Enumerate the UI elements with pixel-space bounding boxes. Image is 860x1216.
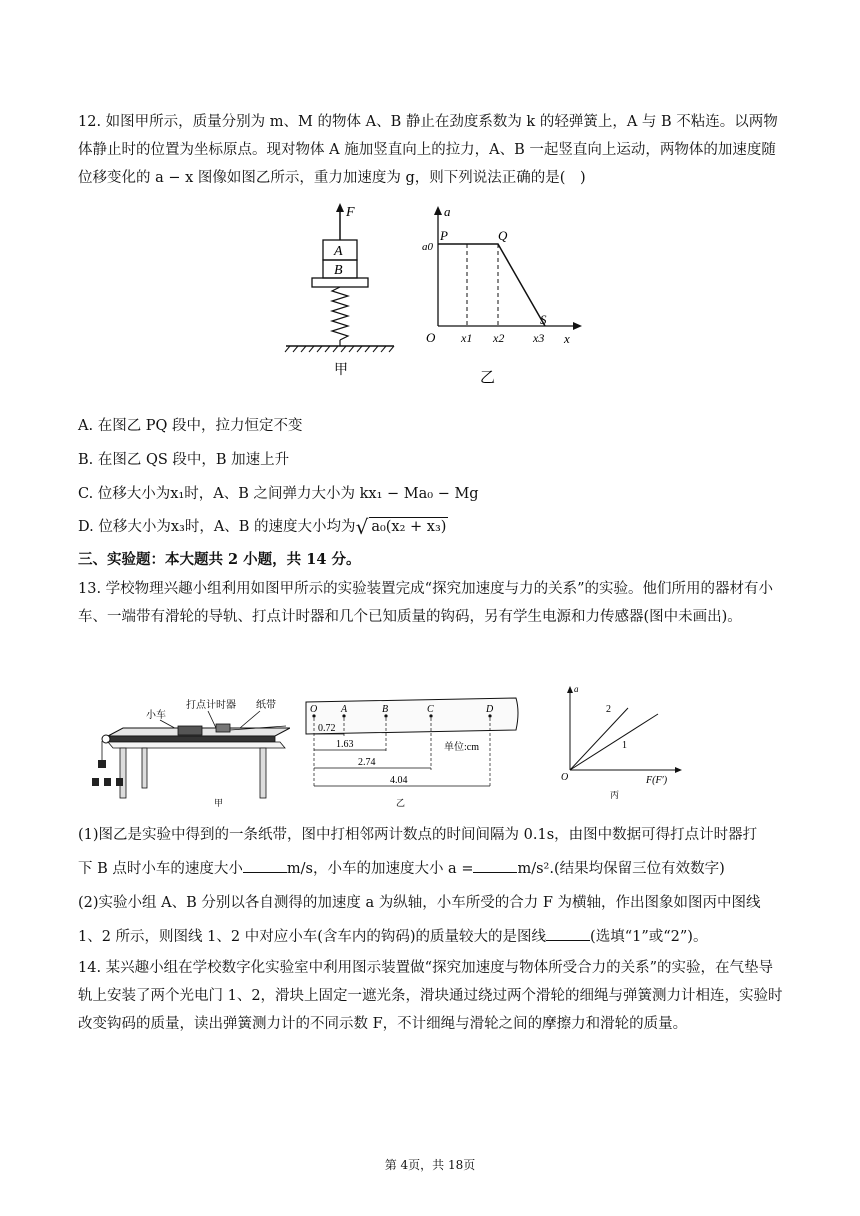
label-a0: a0 <box>422 241 433 253</box>
label-x2: x2 <box>493 331 505 345</box>
table <box>108 742 285 748</box>
q13-figure-bing <box>558 682 688 812</box>
label-x3: x3 <box>533 331 545 345</box>
q12-figure-jia <box>280 200 400 380</box>
unit-label: 单位:cm <box>444 742 479 753</box>
q13-part1-text-c: m/s².(结果均保留三位有效数字) <box>517 861 725 877</box>
label-line-1: 1 <box>622 740 627 751</box>
timer <box>216 724 230 732</box>
q14-stem: 14. 某兴趣小组在学校数字化实验室中利用图示装置做“探究加速度与物体所受合力的关系”的实验，在气垫导轨上安装了两个光电门 1、2，滑块上固定一遮光条，滑块通过绕过两个滑轮的细绳与弹簧测力计相连，实验时改变钩码的质量，读出弹簧测力计的不同示数 F，不计细绳与滑轮之间的摩擦力和滑轮的质量。 <box>78 960 783 1032</box>
q13-part1-text-b: m/s，小车的加速度大小 a = <box>286 861 474 877</box>
label-F: F <box>346 205 355 220</box>
label-C: C <box>427 704 434 715</box>
q13-figure-yi <box>298 690 523 815</box>
label-O: O <box>561 772 569 783</box>
answer-blank-acceleration[interactable] <box>473 858 517 873</box>
q13-part2-line2 <box>78 926 707 948</box>
page-footer: 第 4页，共 18页 <box>384 1158 476 1172</box>
answer-blank-line[interactable] <box>546 926 590 941</box>
caption-jia: 甲 <box>214 798 224 808</box>
label-a: a <box>574 684 579 694</box>
caption-bing: 丙 <box>610 790 620 800</box>
dist-OB: 1.63 <box>336 739 354 750</box>
label-x1: x1 <box>461 331 473 345</box>
caption-yi: 乙 <box>396 798 406 808</box>
q13-part1-text-a: 下 B 点时小车的速度大小 <box>78 861 243 877</box>
q13-part2-text-a: 1、2 所示，则图线 1、2 中对应小车(含车内的钩码)的质量较大的是图线 <box>78 929 547 945</box>
q13-figure-jia <box>90 690 290 815</box>
q13-part2-text-b: (选填“1”或“2”)。 <box>590 929 708 945</box>
label-A: A <box>334 244 343 259</box>
platform <box>312 278 368 287</box>
label-B: B <box>382 704 389 715</box>
q13-part1-line2 <box>78 858 725 880</box>
dist-OD: 4.04 <box>390 775 408 786</box>
caption-jia: 甲 <box>334 363 348 378</box>
q13-part1-line1: (1)图乙是实验中得到的一条纸带，图中打相邻两计数点的时间间隔为 0.1s，由图中数据可得打点计时器打 <box>78 827 758 843</box>
label-B: B <box>334 263 343 278</box>
q12-option-a: A. 在图乙 PQ 段中，拉力恒定不变 <box>78 418 303 434</box>
caption-yi: 乙 <box>480 370 496 386</box>
dist-OC: 2.74 <box>358 757 376 768</box>
label-P: P <box>440 228 448 243</box>
label-S: S <box>540 312 547 327</box>
label-A: A <box>341 704 348 715</box>
q12-option-d-prefix: D. 位移大小为x₃时，A、B 的速度大小均为 <box>78 519 356 535</box>
label-F: F(F′) <box>646 775 668 786</box>
label-a: a <box>444 204 451 219</box>
label-Q: Q <box>498 228 508 243</box>
q12-option-d: D. 位移大小为x₃时，A、B 的速度大小均为√ a₀(x₂ + x₃) <box>78 515 447 539</box>
q12-figure-yi <box>418 200 588 390</box>
q12-option-c: C. 位移大小为x₁时，A、B 之间弹力大小为 kx₁ − Ma₀ − Mg <box>78 486 479 502</box>
label-O: O <box>310 704 318 715</box>
q12-option-d-sqrt: a₀(x₂ + x₃) <box>371 519 447 535</box>
spring <box>332 287 348 340</box>
section-3-heading: 三、实验题：本大题共 2 小题，共 14 分。 <box>78 551 361 568</box>
label-tape: 纸带 <box>256 700 276 711</box>
q12-stem: 12. 如图甲所示，质量分别为 m、M 的物体 A、B 静止在劲度系数为 k 的轻弹簧上，A 与 B 不粘连。以两物体静止时的位置为坐标原点。现对物体 A 施加竖直向上的拉力，A、B 一起竖直向上运动，两物体的加速度随位移变化的 a − x 图像如图乙所示，重力加速度为 g，则下列说法正确的是( ) <box>78 114 778 186</box>
answer-blank-velocity[interactable] <box>243 858 287 873</box>
q13-part2-line1: (2)实验小组 A、B 分别以各自测得的加速度 a 为纵轴，小车所受的合力 F 为横轴，作出图象如图丙中图线 <box>78 895 761 911</box>
label-D: D <box>486 704 494 715</box>
graph-line <box>438 244 545 326</box>
label-x: x <box>564 331 570 346</box>
label-timer: 打点计时器 <box>186 700 236 711</box>
cart <box>178 726 202 735</box>
q12-option-b: B. 在图乙 QS 段中，B 加速上升 <box>78 452 290 468</box>
label-line-2: 2 <box>606 704 611 715</box>
q13-stem: 13. 学校物理兴趣小组利用如图甲所示的实验装置完成“探究加速度与力的关系”的实验。他们所用的器材有小车、一端带有滑轮的导轨、打点计时器和几个已知质量的钩码，另有学生电源和力传感器(图中未画出)。 <box>78 581 773 625</box>
label-car: 小车 <box>146 710 166 721</box>
label-O: O <box>426 330 436 345</box>
dist-OA: 0.72 <box>318 723 336 734</box>
